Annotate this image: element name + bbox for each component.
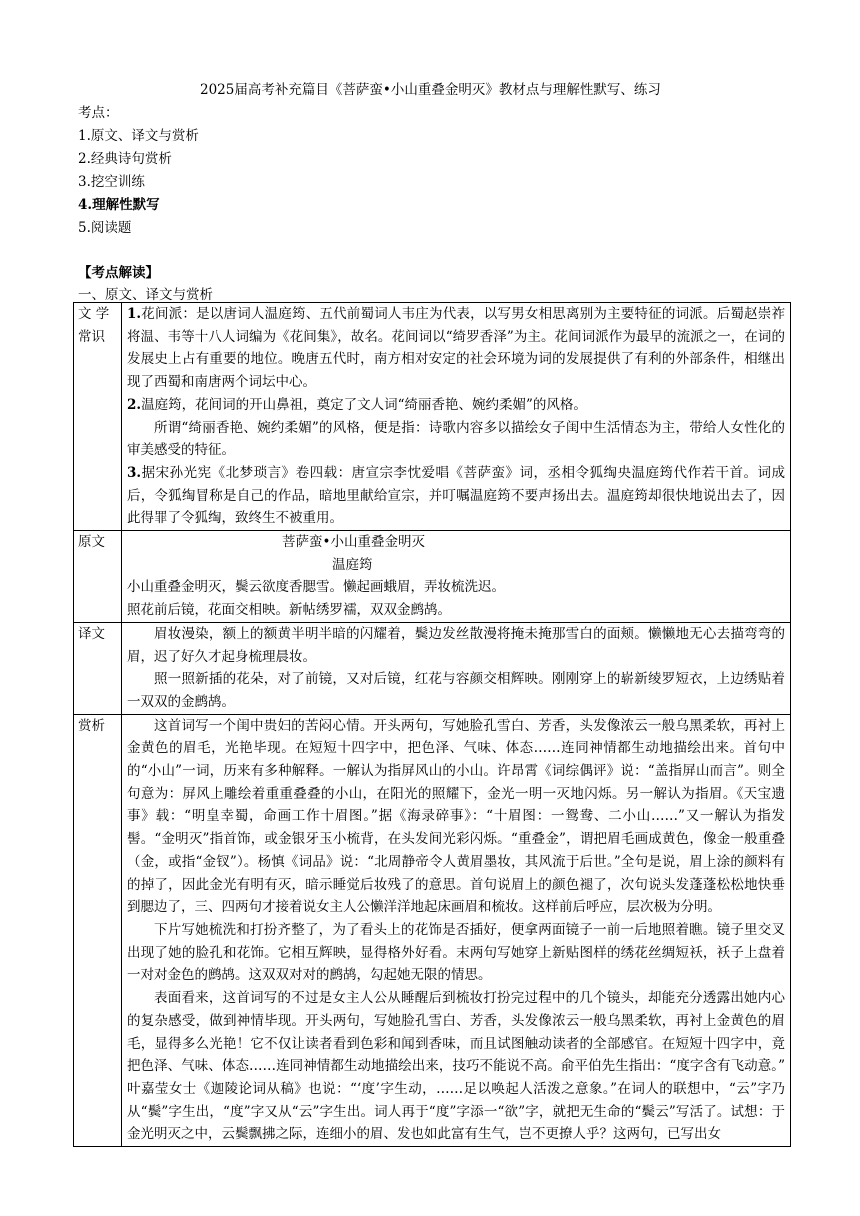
paragraph: 这首词写一个闺中贵妇的苦闷心情。开头两句，写她脸孔雪白、芳香，头发像浓云一般乌黑柔软，再衬上金黄色的眉毛，光艳毕现。在短短十四字中，把色泽、气味、体态……连同神情都生动地描绘出来。首句中的“小山”一词，历来有多种解释。一解认为指屏风山的小山。许昂霄《词综偶评》说：“盖指屏山而言”。则全句意为：屏风上雕绘着重重叠叠的小山，在阳光的照耀下，金光一明一灭地闪烁。另一解认为指眉。《天宝遗事》载：“明皇幸蜀，命画工作十眉图。”据《海录碎事》：“十眉图：一鸳鸯、二小山……”又一解认为指发髻。“金明灭”指首饰，或金银牙玉小梳背，在头发间光彩闪烁。“重叠金”，谓把眉毛画成黄色，像金一般重叠（金，或指“金钗”）。杨慎《词品》说：“北周静帝令人黄眉墨妆，其风流于后世。”全句是说，眉上涂的颜料有的掉了，因此金光有明有灭，暗示睡觉后妆残了的意思。首句说眉上的颜色褪了，次句说头发蓬蓬松松地快垂到腮边了，三、四两句才接着说女主人公懒洋洋地起床画眉和梳妆。这样前后呼应，层次极为分明。 bbox=[127, 717, 785, 916]
poem-line: 小山重叠金明灭，鬓云欲度香腮雪。懒起画蛾眉，弄妆梳洗迟。 bbox=[127, 579, 505, 596]
paragraph-number: 3. bbox=[127, 464, 142, 481]
paragraph: 表面看来，这首词写的不过是女主人公从睡醒后到梳妆打扮完过程中的几个镜头，却能充分透露出她内心的复杂感受，做到神情毕现。开头两句，写她脸孔雪白、芳香，头发像浓云一般乌黑柔软，再衬上金黄色的眉毛，显得多么光艳！它不仅让读者看到色彩和闻到香味，而且试图触动读者的全部感官。在短短十四字中，竟把色泽、气味、体态……连同神情都生动地描绘出来，技巧不能说不高。俞平伯先生指出：“度字含有飞动意。” 叶嘉莹女士《迦陵论词从稿》也说：“‘度’字生动，……足以唤起人活泼之意象。”在词人的联想中，“云”字乃从“鬓”字生出，“度”字又从“云”字生出。词人再于“度”字添一“欲”字，就把无生命的“鬓云”写活了。试想：于金光明灭之中，云鬓飘拂之际，连细小的眉、发也如此富有生气，岂不更撩人乎？这两句，已写出女 bbox=[127, 990, 799, 1143]
row-label: 译文 bbox=[74, 622, 122, 714]
row-label: 原文 bbox=[74, 531, 122, 623]
paragraph: 所谓“绮丽香艳、婉约柔媚”的风格，便是指：诗歌内容多以描绘女子闺中生活情态为主，带给人女性化的审美感受的特征。 bbox=[127, 419, 785, 459]
paragraph-text: 据宋孙光宪《北梦琐言》卷四载：唐宣宗李忱爱唱《菩萨蛮》词，丞相令狐绹央温庭筠代作若干首。词成后，令狐绹冒称是自己的作品，暗地里献给宣宗，并叮嘱温庭筠不要声扬出去。温庭筠却很快地说出去了，因此得罪了令狐绹，致终生不被重用。 bbox=[127, 464, 785, 527]
paragraph-number: 1. bbox=[127, 306, 142, 322]
row-label-line2: 常识 bbox=[78, 328, 105, 345]
row-content bbox=[122, 714, 799, 1146]
kaodian-item-3: 3.挖空训练 bbox=[78, 174, 145, 190]
row-wenxue-changshi bbox=[74, 303, 791, 531]
paragraph bbox=[127, 462, 785, 530]
row-shangxi bbox=[74, 714, 791, 1146]
kaodian-item-2: 2.经典诗句赏析 bbox=[78, 151, 172, 167]
paragraph: 照一照新插的花朵，对了前镜，又对后镜，红花与容颜交相辉映。刚刚穿上的崭新绫罗短衣，上边绣贴着一双双的金鹧鸪。 bbox=[127, 671, 785, 710]
kaodian-item-1: 1.原文、译文与赏析 bbox=[78, 128, 199, 144]
paragraph-number: 2. bbox=[127, 396, 142, 413]
kaodian-label: 考点： bbox=[78, 105, 119, 121]
row-label: 赏析 bbox=[74, 714, 122, 1146]
poem-author: 温庭筠 bbox=[332, 556, 373, 573]
section1-heading: 一、原文、译文与赏析 bbox=[78, 287, 213, 303]
row-content bbox=[122, 303, 791, 531]
paragraph-text: 温庭筠，花间词的开山鼻祖，奠定了文人词“绮丽香艳、婉约柔媚”的风格。 bbox=[141, 396, 587, 413]
row-content bbox=[122, 622, 791, 714]
row-content bbox=[122, 531, 791, 623]
jiedu-heading: 【考点解读】 bbox=[78, 265, 159, 281]
kaodian-item-4: 4.理解性默写 bbox=[78, 197, 160, 213]
paragraph: 下片写她梳洗和打扮齐整了，为了看头上的花饰是否插好，便拿两面镜子一前一后地照着瞧。镜子里交叉出现了她的脸孔和花饰。它相互辉映，显得格外好看。末两句写她穿上新贴图样的绣花丝绸短袄，袄子上盘着一对对金色的鹧鸪。这双双对对的鹧鸪，勾起她无限的情思。 bbox=[127, 921, 785, 984]
row-label-line1: 文 学 bbox=[78, 306, 110, 322]
content-table bbox=[73, 302, 799, 1147]
paragraph bbox=[127, 303, 785, 394]
paragraph bbox=[127, 394, 785, 417]
poem-line: 照花前后镜，花面交相映。新帖绣罗襦，双双金鹧鸪。 bbox=[127, 602, 451, 619]
row-yuanwen bbox=[74, 531, 791, 623]
kaodian-item-5: 5.阅读题 bbox=[78, 220, 132, 236]
paragraph-text: 花间派：是以唐词人温庭筠、五代前蜀词人韦庄为代表，以写男女相思离别为主要特征的词派。后蜀赵崇祚将温、韦等十八人词编为《花间集》，故名。花间词以“绮罗香泽”为主。花间词派作为最早的流派之一，在词的发展史上占有重要的地位。晚唐五代时，南方相对安定的社会环境为词的发展提供了有利的外部条件，相继出现了西蜀和南唐两个词坛中心。 bbox=[127, 306, 785, 391]
row-yiwen bbox=[74, 622, 791, 714]
document-title: 2025届高考补充篇目《菩萨蛮•小山重叠金明灭》教材点与理解性默写、练习 bbox=[200, 82, 661, 98]
poem-title: 菩萨蛮•小山重叠金明灭 bbox=[282, 534, 425, 551]
row-label bbox=[74, 303, 122, 531]
paragraph: 眉妆漫染，额上的额黄半明半暗的闪耀着，鬓边发丝散漫将掩未掩那雪白的面颊。懒懒地无心去描弯弯的眉，迟了好久才起身梳理晨妆。 bbox=[127, 625, 785, 665]
